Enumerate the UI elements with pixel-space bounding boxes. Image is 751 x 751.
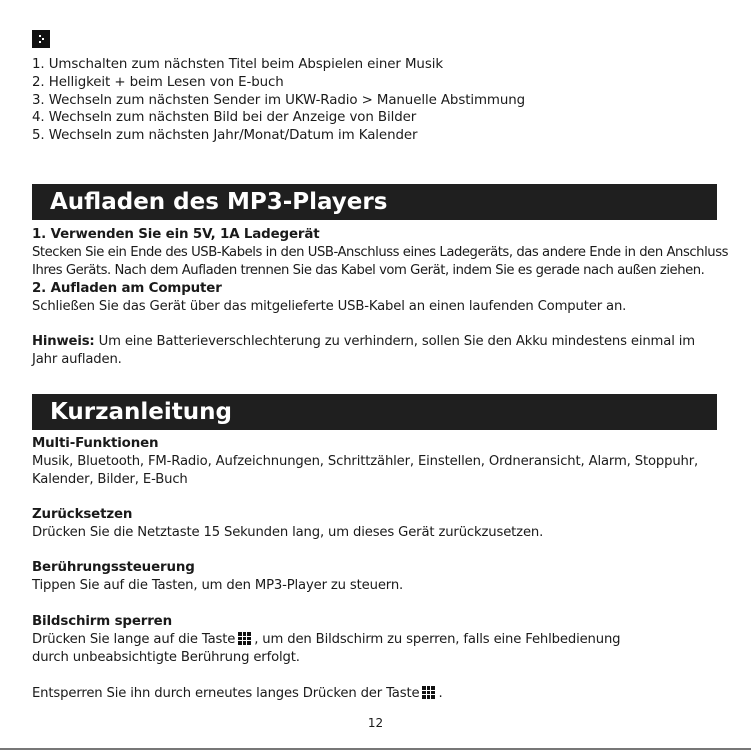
quickstart-section-title: Kurzanleitung — [32, 394, 717, 430]
step2-heading: 2. Aufladen am Computer — [32, 281, 222, 296]
step1-text-line1: Stecken Sie ein Ende des USB-Kabels in den USB-Anschluss eines Ladegeräts, das andere Ende in den Anschluss — [32, 245, 729, 260]
note-text: Um eine Batterieverschlechterung zu verhindern, sollen Sie den Akku mindestens einmal im Jahr aufladen. — [32, 334, 695, 367]
screen-lock-text-start: Drücken Sie lange auf die Taste — [32, 632, 236, 647]
touch-control-block — [32, 559, 722, 595]
screen-lock-text-end: , um den Bildschirm zu sperren, falls eine Fehlbedienung — [254, 632, 621, 647]
list-item: 1. Umschalten zum nächsten Titel beim Abspielen einer Musik — [32, 57, 443, 72]
multi-functions-block — [32, 435, 704, 489]
unlock-text-start: Entsperren Sie ihn durch erneutes langes Drücken der Taste — [32, 686, 420, 701]
menu-key-icon — [422, 686, 435, 699]
list-item: 4. Wechseln zum nächsten Bild bei der Anzeige von Bilder — [32, 110, 417, 126]
touch-control-text: Tippen Sie auf die Tasten, um den MP3-Player zu steuern. — [32, 578, 404, 593]
reset-heading: Zurücksetzen — [32, 507, 133, 522]
touch-control-heading: Berührungssteuerung — [32, 560, 195, 575]
list-item: 2. Helligkeit + beim Lesen von E-buch — [32, 74, 284, 90]
multi-functions-heading: Multi-Funktionen — [32, 436, 159, 451]
step1-heading: 1. Verwenden Sie ein 5V, 1A Ladegerät — [32, 227, 320, 242]
list-item: 5. Wechseln zum nächsten Jahr/Monat/Datum im Kalender — [32, 128, 418, 144]
menu-key-icon — [238, 632, 251, 645]
step2-text: Schließen Sie das Gerät über das mitgelieferte USB-Kabel an einen laufenden Computer an. — [32, 299, 627, 314]
unlock-text — [32, 685, 722, 703]
step1-text-line2: Ihres Geräts. Nach dem Aufladen trennen Sie das Kabel vom Gerät, indem Sie es gerade nach außen ziehen. — [32, 263, 705, 278]
screen-lock-heading: Bildschirm sperren — [32, 614, 172, 629]
multi-functions-text: Musik, Bluetooth, FM-Radio, Aufzeichnungen, Schrittzähler, Einstellen, Ordneransicht, Alarm, Stoppuhr, Kalender, Bilder, E-Buch — [32, 454, 699, 487]
charging-section-body — [32, 226, 729, 316]
intro-function-list — [32, 56, 525, 145]
charging-section-title: Aufladen des MP3-Players — [32, 184, 717, 220]
list-item: 3. Wechseln zum nächsten Sender im UKW-Radio > Manuelle Abstimmung — [32, 92, 526, 108]
reset-text: Drücken Sie die Netztaste 15 Sekunden lang, um dieses Gerät zurückzusetzen. — [32, 525, 544, 540]
screen-lock-text-line1 — [32, 631, 722, 649]
screen-lock-block — [32, 613, 722, 667]
charging-note — [32, 333, 718, 369]
screen-lock-text-line2: durch unbeabsichtigte Berührung erfolgt. — [32, 650, 300, 665]
footer-divider — [0, 748, 751, 750]
reset-block — [32, 506, 722, 542]
next-key-icon — [32, 30, 50, 48]
unlock-text-end: . — [438, 686, 443, 701]
note-label: Hinweis: — [32, 334, 95, 349]
page-number: 12 — [367, 716, 384, 730]
